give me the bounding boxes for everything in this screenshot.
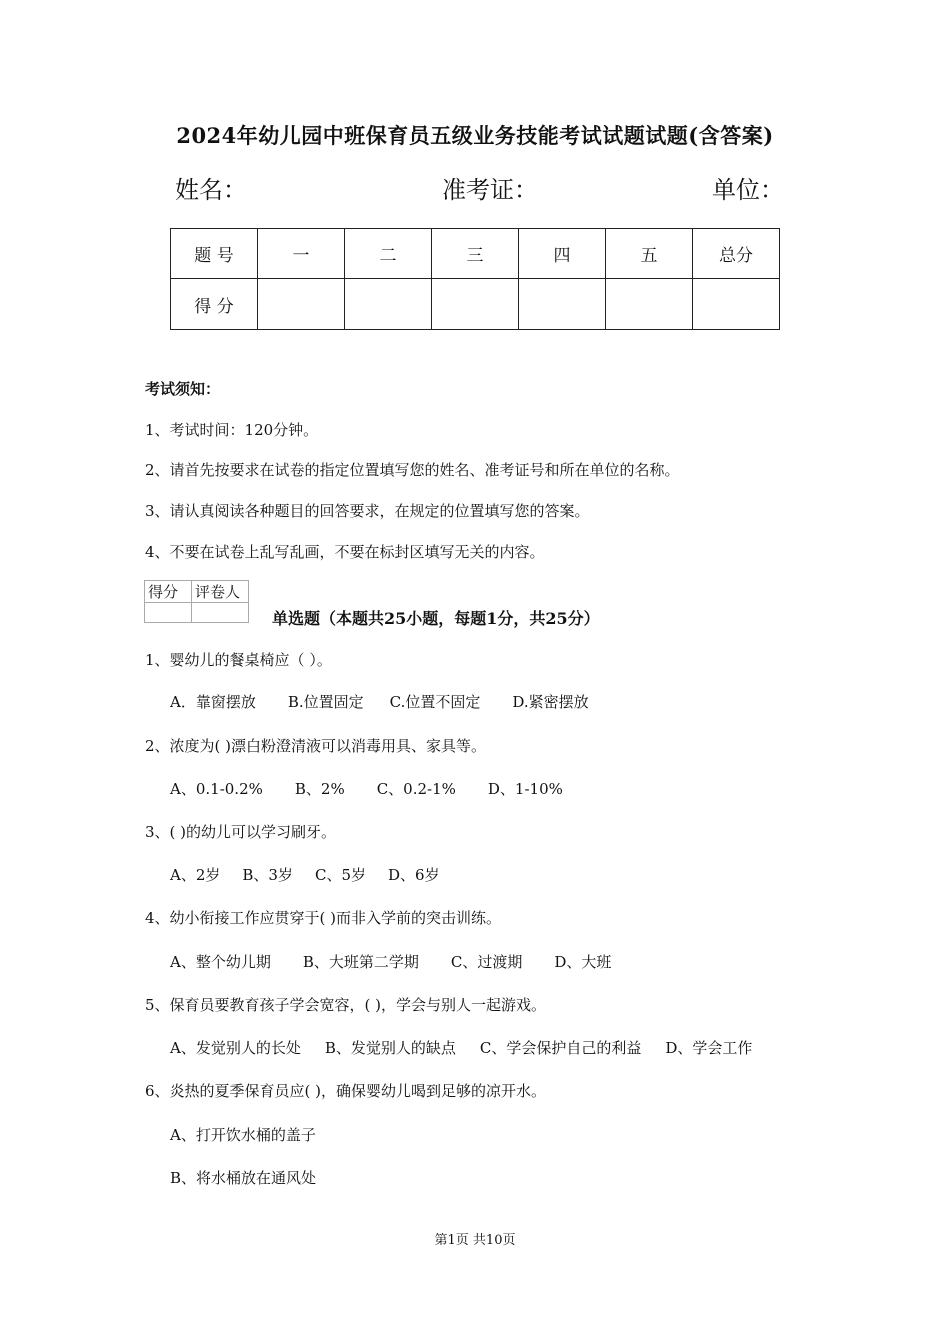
option[interactable]: B.位置固定	[287, 693, 364, 711]
grader-score-cell[interactable]	[145, 603, 192, 623]
notice-item: 2、请首先按要求在试卷的指定位置填写您的姓名、准考证号和所在单位的名称。	[145, 461, 680, 479]
option[interactable]: D、1-10%	[487, 780, 563, 798]
score-table-header: 五	[606, 229, 693, 279]
question-3: 3、( )的幼儿可以学习刷牙。	[145, 823, 337, 841]
question-5: 5、保育员要教育孩子学会宽容，( )，学会与别人一起游戏。	[145, 996, 547, 1014]
option[interactable]: C、过渡期	[450, 953, 523, 971]
score-cell[interactable]	[432, 279, 519, 330]
option[interactable]: D、6岁	[388, 866, 440, 884]
grader-score-label: 得分	[145, 581, 192, 603]
option[interactable]: C、学会保护自己的利益	[479, 1039, 642, 1057]
grader-name-cell[interactable]	[192, 603, 249, 623]
question-2: 2、浓度为( )漂白粉澄清液可以消毒用具、家具等。	[145, 737, 487, 755]
option[interactable]: B、3岁	[242, 866, 293, 884]
option[interactable]: A．靠窗摆放	[170, 693, 256, 711]
option[interactable]: C、5岁	[314, 866, 366, 884]
question-1-options	[170, 691, 589, 712]
page-title: 2024年幼儿园中班保育员五级业务技能考试试题试题(含答案)	[176, 123, 774, 148]
option[interactable]: C、0.2-1%	[376, 780, 456, 798]
exam-number-label: 准考证：	[442, 176, 538, 204]
score-row-label: 得 分	[171, 279, 258, 330]
score-cell[interactable]	[606, 279, 693, 330]
option[interactable]: A、整个幼儿期	[170, 953, 271, 971]
score-table-header: 一	[258, 229, 345, 279]
score-table-header: 总分	[693, 229, 780, 279]
option[interactable]: C.位置不固定	[389, 693, 481, 711]
page-number: 第1页 共10页	[434, 1233, 516, 1248]
name-label: 姓名：	[175, 176, 247, 204]
option[interactable]: A、2岁	[170, 866, 221, 884]
question-4: 4、幼小衔接工作应贯穿于( )而非入学前的突击训练。	[145, 909, 502, 927]
question-3-options	[170, 864, 440, 885]
grader-name-label: 评卷人	[192, 581, 249, 603]
option[interactable]: A、0.1-0.2%	[170, 780, 263, 798]
question-6: 6、炎热的夏季保育员应( )，确保婴幼儿喝到足够的凉开水。	[145, 1082, 547, 1100]
notice-item: 1、考试时间：120分钟。	[145, 421, 319, 439]
option[interactable]: B、将水桶放在通风处	[170, 1169, 317, 1187]
question-4-options	[170, 951, 611, 972]
question-5-options	[170, 1037, 752, 1058]
score-cell[interactable]	[258, 279, 345, 330]
score-table-header: 二	[345, 229, 432, 279]
option[interactable]: A、发觉别人的长处	[170, 1039, 301, 1057]
notice-item: 3、请认真阅读各种题目的回答要求，在规定的位置填写您的答案。	[145, 502, 590, 520]
notice-heading: 考试须知：	[145, 380, 221, 398]
section-title: 单选题（本题共25小题，每题1分，共25分）	[272, 609, 600, 628]
score-cell[interactable]	[345, 279, 432, 330]
score-table-header-label: 题 号	[171, 229, 258, 279]
grader-box	[144, 580, 249, 623]
question-2-options	[170, 778, 563, 799]
score-table	[170, 228, 780, 330]
option[interactable]: D、大班	[554, 953, 612, 971]
unit-label: 单位：	[712, 176, 784, 204]
score-cell[interactable]	[693, 279, 780, 330]
notice-item: 4、不要在试卷上乱写乱画，不要在标封区填写无关的内容。	[145, 543, 545, 561]
option[interactable]: D、学会工作	[665, 1039, 753, 1057]
score-table-header: 三	[432, 229, 519, 279]
option[interactable]: B、2%	[294, 780, 345, 798]
score-table-header: 四	[519, 229, 606, 279]
option[interactable]: A、打开饮水桶的盖子	[170, 1126, 316, 1144]
option[interactable]: D.紧密摆放	[512, 693, 589, 711]
question-1: 1、婴幼儿的餐桌椅应（ ）。	[145, 651, 332, 669]
option[interactable]: B、大班第二学期	[302, 953, 419, 971]
option[interactable]: B、发觉别人的缺点	[324, 1039, 456, 1057]
score-cell[interactable]	[519, 279, 606, 330]
